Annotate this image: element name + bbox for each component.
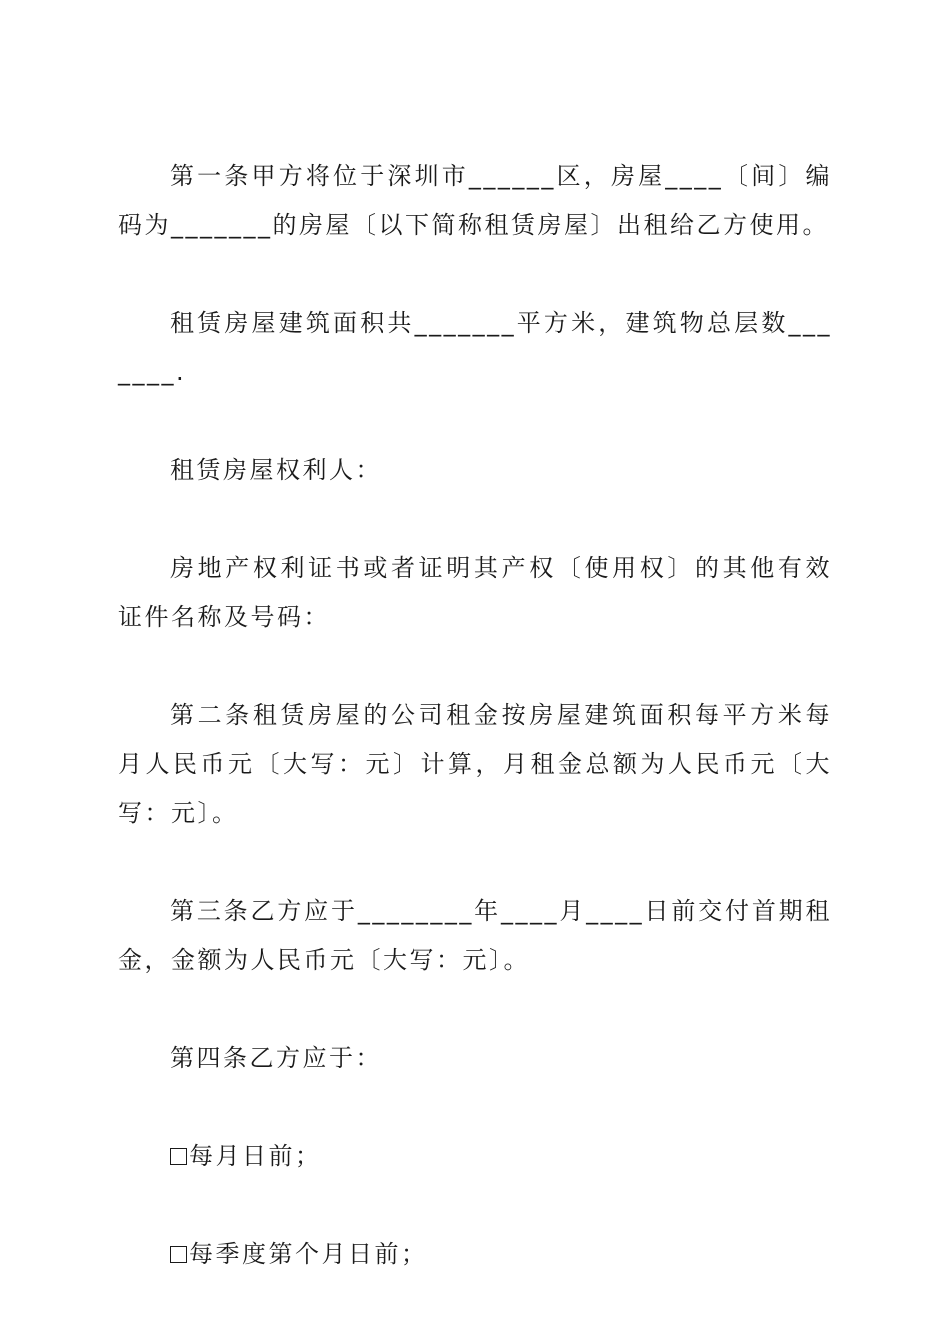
- checkbox-icon[interactable]: [170, 1148, 187, 1165]
- clause-1-owner: 租赁房屋权利人：: [170, 456, 382, 484]
- clause-2-rent: 第二条租赁房屋的公司租金按房屋建筑面积每平方米每月人民币元〔大写：元〕计算，月租金总额为人民币元〔大写：元〕。: [118, 701, 832, 827]
- clause-1-certificate: 房地产权利证书或者证明其产权〔使用权〕的其他有效证件名称及号码：: [118, 554, 832, 631]
- option-monthly-label: 每月日前；: [189, 1142, 322, 1170]
- option-monthly: [118, 1132, 832, 1181]
- option-quarterly-label: 每季度第个月日前；: [189, 1240, 428, 1268]
- clause-3-first-payment: 第三条乙方应于________年____月____日前交付首期租金，金额为人民币元〔大写：元〕。: [118, 897, 832, 974]
- checkbox-icon[interactable]: [170, 1246, 187, 1263]
- clause-1-location: 第一条甲方将位于深圳市______区，房屋____〔间〕编码为_______的房屋〔以下简称租赁房屋〕出租给乙方使用。: [118, 162, 832, 239]
- clause-4-payment-schedule: 第四条乙方应于：: [170, 1044, 382, 1072]
- clause-1-area: 租赁房屋建筑面积共_______平方米，建筑物总层数_______.: [118, 309, 832, 386]
- document-page: [118, 152, 832, 1328]
- option-quarterly: [118, 1230, 832, 1279]
